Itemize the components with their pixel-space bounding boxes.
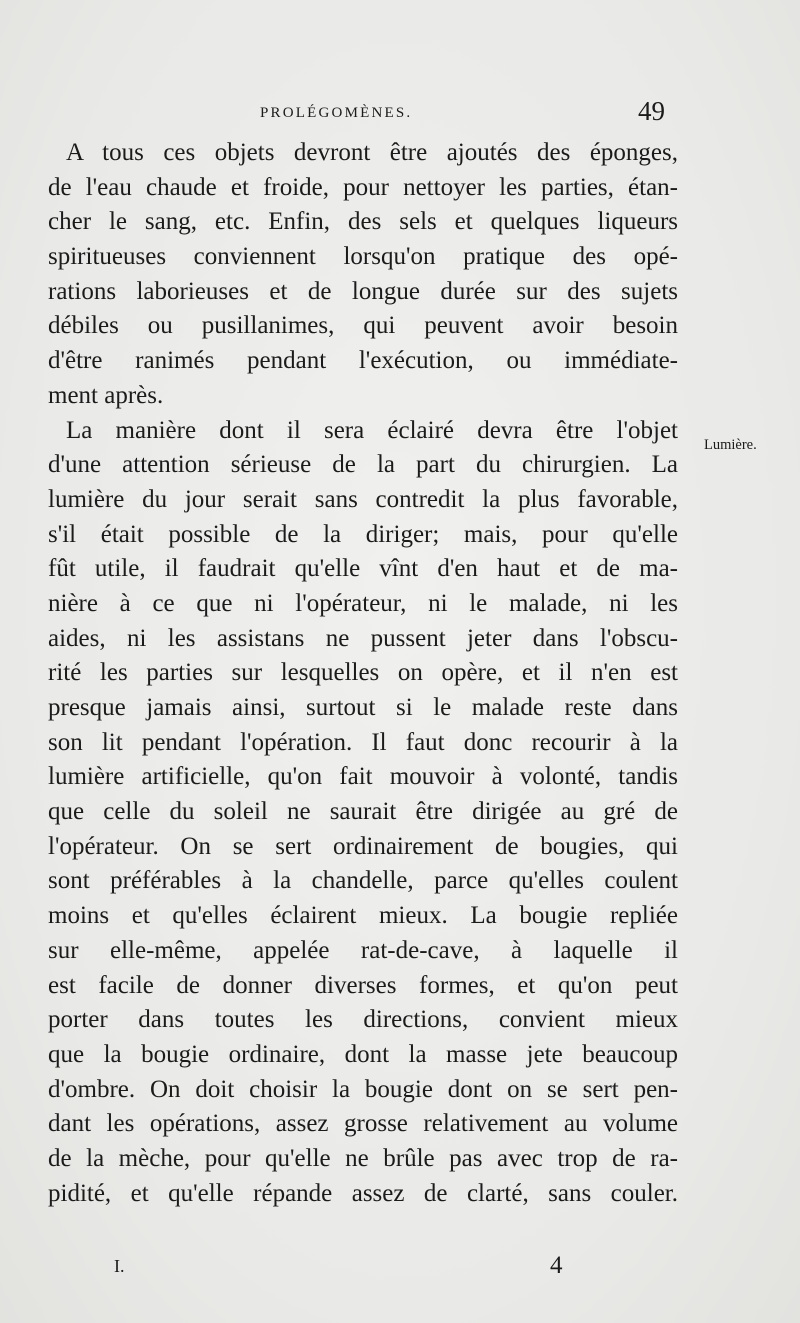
text-line: A tous ces objets devront être ajoutés des éponges, (66, 139, 678, 166)
text-line: d'une attention sérieuse de la part du chirurgien. La (48, 451, 678, 479)
text-line: moins et qu'elles éclairent mieux. La bougie repliée (48, 902, 678, 930)
text-line: de l'eau chaude et froide, pour nettoyer les parties, étan- (48, 173, 678, 201)
text-line: cher le sang, etc. Enfin, des sels et quelques liqueurs (48, 208, 678, 236)
text-line: nière à ce que ni l'opérateur, ni le malade, ni les (48, 589, 678, 617)
text-line: rité les parties sur lesquelles on opère, et il n'en est (48, 659, 678, 687)
page-number: 49 (638, 96, 665, 126)
text-line: lumière artificielle, qu'on fait mouvoir à volonté, tandis (48, 763, 678, 791)
text-line: s'il était possible de la diriger; mais, pour qu'elle (48, 520, 678, 548)
running-title: PROLÉGOMÈNES. (260, 105, 413, 121)
text-line: sur elle-même, appelée rat-de-cave, à laquelle il (48, 936, 678, 964)
text-line: spiritueuses conviennent lorsqu'on pratique des opé- (48, 243, 678, 271)
text-line: dant les opérations, assez grosse relativement au volume (48, 1110, 678, 1138)
text-line: fût utile, il faudrait qu'elle vînt d'en haut et de ma- (48, 555, 678, 583)
text-line: porter dans toutes les directions, convient mieux (48, 1006, 678, 1034)
text-line: de la mèche, pour qu'elle ne brûle pas avec trop de ra- (48, 1144, 678, 1172)
margin-note: Lumière. (704, 437, 757, 453)
text-line: que la bougie ordinaire, dont la masse jete beaucoup (48, 1040, 678, 1068)
text-line: sont préférables à la chandelle, parce qu'elles coulent (48, 867, 678, 895)
text-line: La manière dont il sera éclairé devra être l'objet (66, 416, 678, 444)
text-line: pidité, et qu'elle répande assez de clarté, sans couler. (48, 1179, 678, 1207)
text-line: aides, ni les assistans ne pussent jeter dans l'obscu- (48, 624, 678, 652)
text-line: d'être ranimés pendant l'exécution, ou immédiate- (48, 347, 678, 375)
text-line: est facile de donner diverses formes, et qu'on peut (48, 971, 678, 999)
text-line: rations laborieuses et de longue durée sur des sujets (48, 277, 678, 305)
signature-mark: I. (114, 1256, 125, 1276)
signature-number: 4 (550, 1252, 563, 1279)
text-line: presque jamais ainsi, surtout si le malade reste dans (48, 694, 678, 721)
text-line: débiles ou pusillanimes, qui peuvent avoir besoin (48, 312, 678, 340)
text-line: d'ombre. On doit choisir la bougie dont on se sert pen- (48, 1075, 678, 1103)
text-line: ment après. (48, 381, 164, 409)
text-line: que celle du soleil ne saurait être dirigée au gré de (48, 798, 678, 826)
text-line: lumière du jour serait sans contredit la plus favorable, (48, 485, 678, 513)
page-header (48, 96, 678, 136)
text-line: l'opérateur. On se sert ordinairement de bougies, qui (48, 832, 678, 860)
text-line: son lit pendant l'opération. Il faut donc recourir à la (48, 728, 678, 756)
body-text (48, 136, 678, 1211)
